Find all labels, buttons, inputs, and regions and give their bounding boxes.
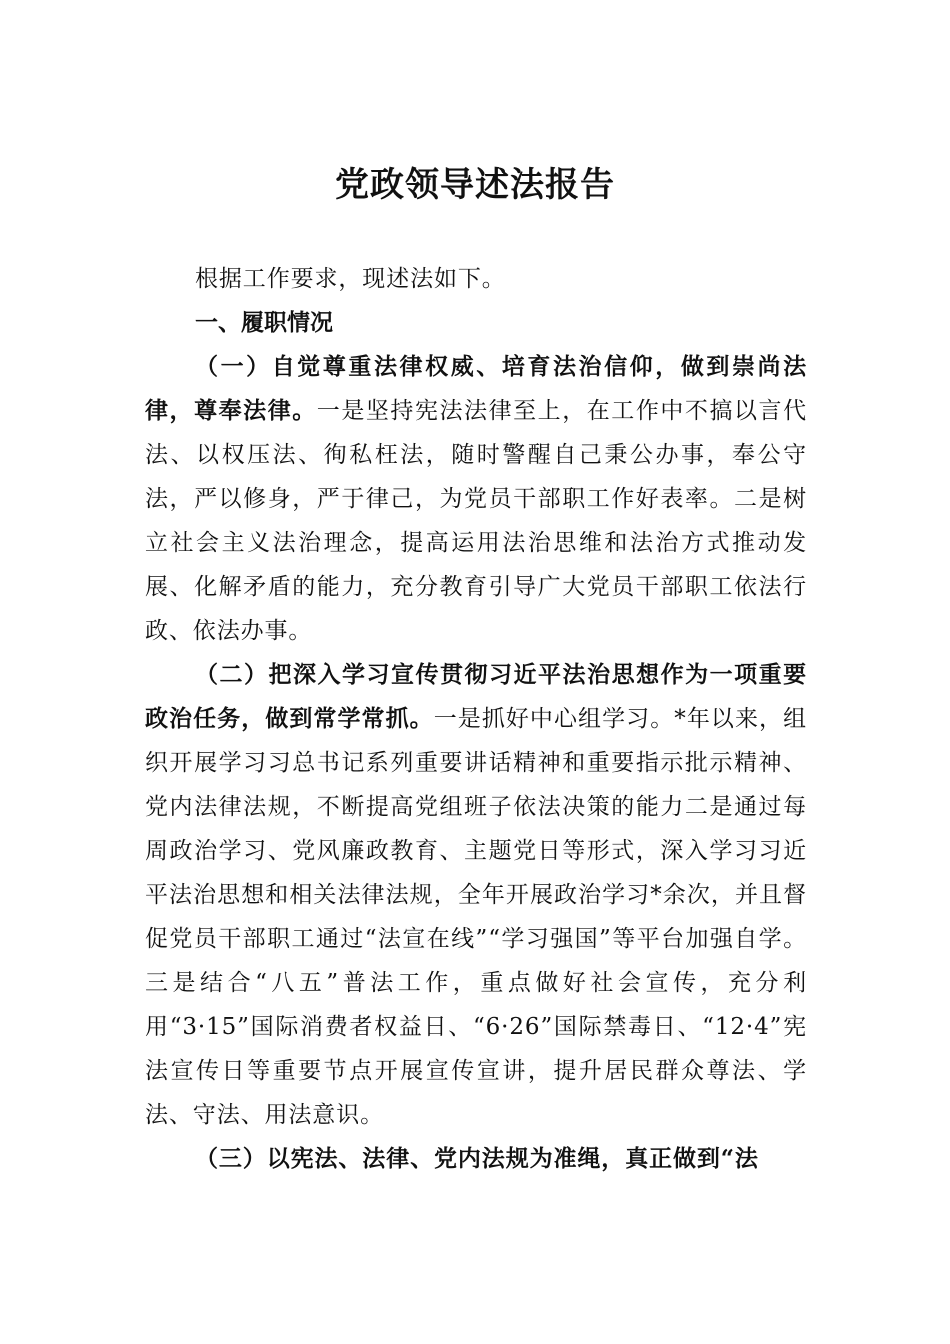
paragraph-section-3 bbox=[145, 1137, 807, 1181]
paragraph-section-2 bbox=[145, 653, 807, 1137]
section-1-lead: （一）自觉尊重法律权威、培育法治信仰，做到崇尚法律，尊奉法律。 bbox=[145, 353, 807, 424]
section-1-body: 一是坚持宪法法律至上，在工作中不搞以言代法、以权压法、徇私枉法，随时警醒自己秉公办事，奉公守法，严以修身，严于律己，为党员干部职工作好表率。二是树立社会主义法治理念，提高运用法治思维和法治方式推动发展、化解矛盾的能力，充分教育引导广大党员干部职工依法行政、依法办事。 bbox=[145, 398, 807, 644]
section-2-lead: （二）把深入学习宣传贯彻习近平法治思想作为一项重要政治任务，做到常学常抓。 bbox=[145, 661, 807, 732]
document-title: 党政领导述法报告 bbox=[335, 165, 615, 205]
paragraph-section-1 bbox=[145, 345, 807, 653]
document-body bbox=[145, 257, 807, 1181]
section-2-body: 一是抓好中心组学习。*年以来，组织开展学习习总书记系列重要讲话精神和重要指示批示精神、党内法律法规，不断提高党组班子依法决策的能力二是通过每周政治学习、党风廉政教育、主题党日等形式，深入学习习近平法治思想和相关法律法规，全年开展政治学习*余次，并且督促党员干部职工通过“法宣在线”“学习强国”等平台加强自学。三是结合“八五”普法工作，重点做好社会宣传，充分利用“3·15”国际消费者权益日、“6·26”国际禁毒日、“12·4”宪法宣传日等重要节点开展宣传宣讲，提升居民群众尊法、学法、守法、用法意识。 bbox=[145, 706, 807, 1128]
intro-paragraph: 根据工作要求，现述法如下。 bbox=[195, 266, 506, 292]
section-heading-performance: 一、履职情况 bbox=[195, 310, 333, 336]
section-3-lead: （三）以宪法、法律、党内法规为准绳，真正做到“法 bbox=[195, 1145, 759, 1172]
